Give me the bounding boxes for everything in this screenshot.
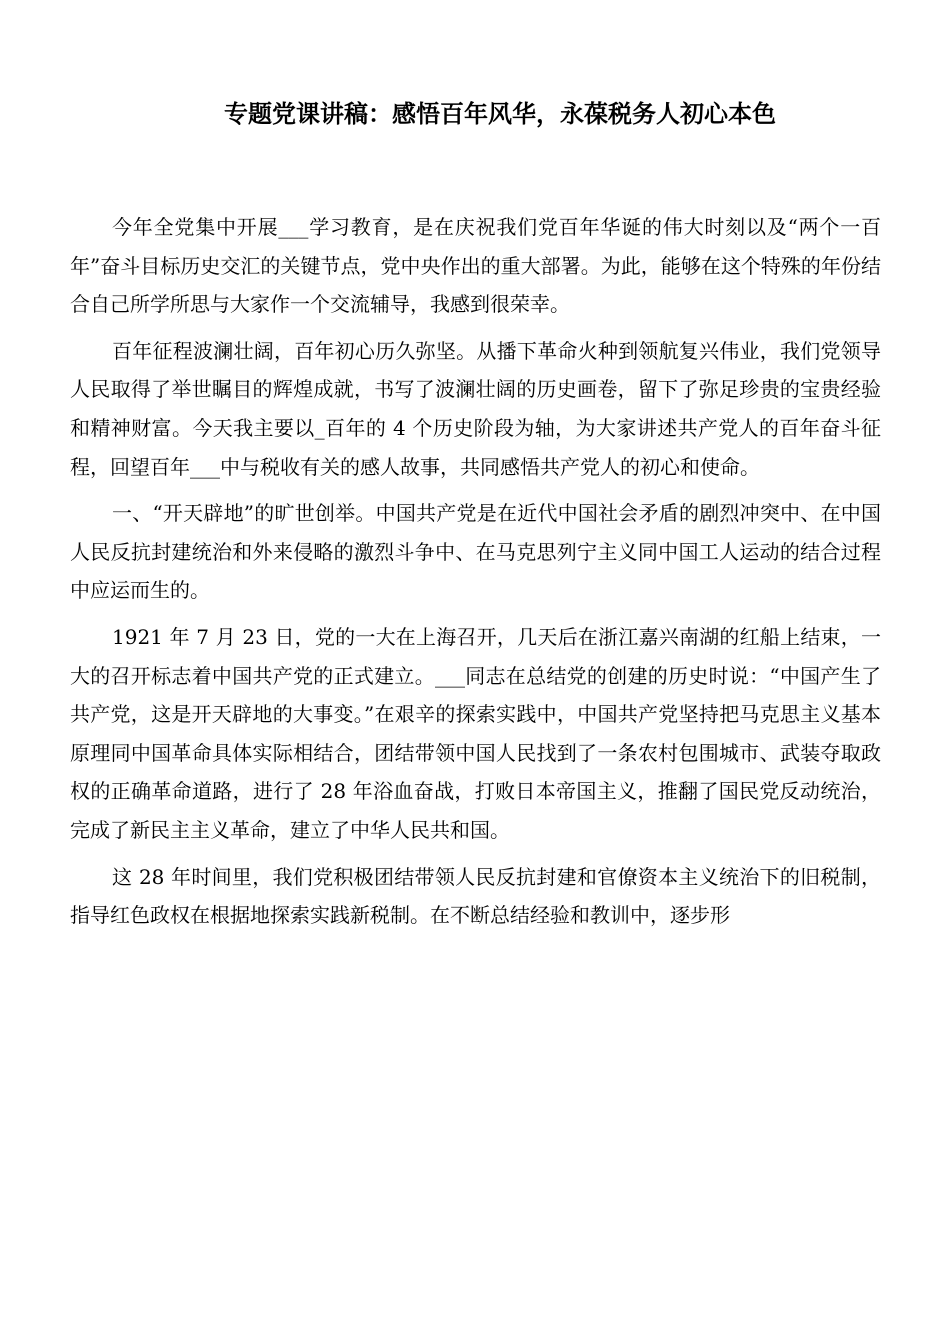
paragraph-tax-history: 这 28 年时间里，我们党积极团结带领人民反抗封建和官僚资本主义统治下的旧税制，指导红色政权在根据地探索实践新税制。在不断总结经验和教训中，逐步形 [70,864,881,928]
paragraph-intro: 今年全党集中开展___学习教育，是在庆祝我们党百年华诞的伟大时刻以及“两个一百年”奋斗目标历史交汇的关键节点，党中央作出的重大部署。为此，能够在这个特殊的年份结合自己所学所思与大家作一个交流辅导，我感到很荣幸。 [70,215,881,317]
paragraph-founding: 1921 年 7 月 23 日，党的一大在上海召开，几天后在浙江嘉兴南湖的红船上结束，一大的召开标志着中国共产党的正式建立。___同志在总结党的创建的历史时说：“中国产生了共产党，这是开天辟地的大事变。”在艰辛的探索实践中，中国共产党坚持把马克思主义基本原理同中国革命具体实际相结合，团结带领中国人民找到了一条农村包围城市、武装夺取政权的正确革命道路，进行了 28 年浴血奋战，打败日本帝国主义，推翻了国民党反动统治，完成了新民主主义革命，建立了中华人民共和国。 [70,624,881,842]
document-title: 专题党课讲稿：感悟百年风华，永葆税务人初心本色 [224,100,776,128]
paragraph-section-one-heading: 一、“开天辟地”的旷世创举。中国共产党是在近代中国社会矛盾的剧烈冲突中、在中国人民反抗封建统治和外来侵略的激烈斗争中、在马克思列宁主义同中国工人运动的结合过程中应运而生的。 [70,501,881,603]
document-body [70,208,881,943]
paragraph-overview: 百年征程波澜壮阔，百年初心历久弥坚。从播下革命火种到领航复兴伟业，我们党领导人民取得了举世瞩目的辉煌成就，书写了波澜壮阔的历史画卷，留下了弥足珍贵的宝贵经验和精神财富。今天我主要以_百年的 4 个历史阶段为轴，为大家讲述共产党人的百年奋斗征程，回望百年___中与税收有关的感人故事，共同感悟共产党人的初心和使命。 [70,338,881,479]
